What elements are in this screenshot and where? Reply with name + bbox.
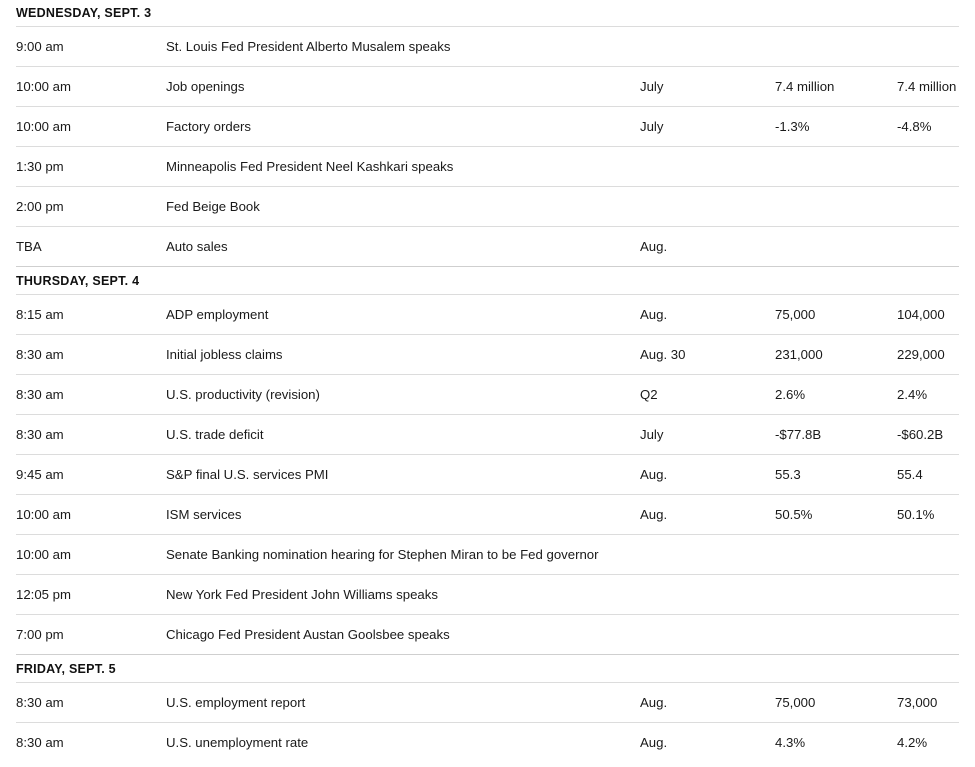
calendar-day-header: [16, 0, 959, 27]
event-forecast: -$60.2B: [897, 415, 959, 455]
table-row[interactable]: [16, 295, 959, 335]
event-actual: 231,000: [775, 335, 897, 375]
event-forecast: [897, 227, 959, 267]
event-period: Aug.: [640, 227, 775, 267]
event-name: S&P final U.S. services PMI: [166, 455, 640, 495]
calendar-day-header: [16, 655, 959, 683]
table-row[interactable]: [16, 27, 959, 67]
event-time: 9:45 am: [16, 455, 166, 495]
event-name: Fed Beige Book: [166, 187, 640, 227]
event-forecast: 7.4 million: [897, 67, 959, 107]
event-period: [640, 575, 775, 615]
event-period: Aug.: [640, 455, 775, 495]
event-forecast: 229,000: [897, 335, 959, 375]
event-time: 8:15 am: [16, 295, 166, 335]
event-actual: 50.5%: [775, 495, 897, 535]
event-name: New York Fed President John Williams speaks: [166, 575, 640, 615]
table-row[interactable]: [16, 615, 959, 655]
event-period: Aug.: [640, 683, 775, 723]
event-actual: 75,000: [775, 683, 897, 723]
table-row[interactable]: [16, 67, 959, 107]
event-actual: 4.3%: [775, 723, 897, 763]
table-row[interactable]: [16, 187, 959, 227]
event-period: Aug.: [640, 723, 775, 763]
event-time: 10:00 am: [16, 495, 166, 535]
event-forecast: 73,000: [897, 683, 959, 723]
event-time: 1:30 pm: [16, 147, 166, 187]
event-period: July: [640, 67, 775, 107]
table-row[interactable]: [16, 375, 959, 415]
event-time: 7:00 pm: [16, 615, 166, 655]
calendar-day-label: WEDNESDAY, SEPT. 3: [16, 6, 152, 20]
event-time: TBA: [16, 227, 166, 267]
event-name: Minneapolis Fed President Neel Kashkari speaks: [166, 147, 640, 187]
event-name: ISM services: [166, 495, 640, 535]
event-actual: [775, 187, 897, 227]
calendar-table: [16, 0, 959, 762]
event-time: 8:30 am: [16, 723, 166, 763]
event-actual: 75,000: [775, 295, 897, 335]
event-name: St. Louis Fed President Alberto Musalem speaks: [166, 27, 640, 67]
event-name: Auto sales: [166, 227, 640, 267]
event-period: Aug. 30: [640, 335, 775, 375]
event-actual: [775, 535, 897, 575]
event-name: U.S. unemployment rate: [166, 723, 640, 763]
event-forecast: [897, 535, 959, 575]
event-period: Q2: [640, 375, 775, 415]
event-forecast: [897, 27, 959, 67]
event-actual: [775, 575, 897, 615]
event-actual: -$77.8B: [775, 415, 897, 455]
calendar-day-label: FRIDAY, SEPT. 5: [16, 655, 959, 683]
table-row[interactable]: [16, 455, 959, 495]
event-name: U.S. trade deficit: [166, 415, 640, 455]
event-actual: [775, 227, 897, 267]
table-row[interactable]: [16, 723, 959, 763]
event-forecast: [897, 147, 959, 187]
event-time: 2:00 pm: [16, 187, 166, 227]
event-forecast: [897, 615, 959, 655]
event-actual: [775, 615, 897, 655]
event-actual: 2.6%: [775, 375, 897, 415]
event-time: 8:30 am: [16, 335, 166, 375]
table-row[interactable]: [16, 575, 959, 615]
event-period: [640, 27, 775, 67]
event-forecast: -4.8%: [897, 107, 959, 147]
event-period: [640, 147, 775, 187]
calendar-day-label: THURSDAY, SEPT. 4: [16, 267, 959, 295]
event-name: Job openings: [166, 67, 640, 107]
event-period: July: [640, 107, 775, 147]
event-forecast: 104,000: [897, 295, 959, 335]
event-forecast: [897, 575, 959, 615]
event-time: 8:30 am: [16, 683, 166, 723]
table-row[interactable]: [16, 335, 959, 375]
table-row[interactable]: [16, 227, 959, 267]
event-actual: 7.4 million: [775, 67, 897, 107]
event-time: 8:30 am: [16, 415, 166, 455]
event-name: Chicago Fed President Austan Goolsbee speaks: [166, 615, 640, 655]
event-time: 10:00 am: [16, 67, 166, 107]
table-row[interactable]: [16, 683, 959, 723]
event-forecast: 4.2%: [897, 723, 959, 763]
event-time: 12:05 pm: [16, 575, 166, 615]
event-period: Aug.: [640, 295, 775, 335]
event-actual: 55.3: [775, 455, 897, 495]
table-row[interactable]: [16, 147, 959, 187]
event-time: 10:00 am: [16, 535, 166, 575]
event-period: [640, 615, 775, 655]
calendar-day-header: [16, 267, 959, 295]
event-forecast: 50.1%: [897, 495, 959, 535]
event-name: Senate Banking nomination hearing for Stephen Miran to be Fed governor: [166, 535, 640, 575]
event-actual: [775, 27, 897, 67]
table-row[interactable]: [16, 415, 959, 455]
event-time: 10:00 am: [16, 107, 166, 147]
event-name: Initial jobless claims: [166, 335, 640, 375]
event-actual: -1.3%: [775, 107, 897, 147]
event-actual: [775, 147, 897, 187]
event-period: [640, 535, 775, 575]
event-name: Factory orders: [166, 107, 640, 147]
table-row[interactable]: [16, 495, 959, 535]
table-row[interactable]: [16, 107, 959, 147]
event-period: Aug.: [640, 495, 775, 535]
event-time: 8:30 am: [16, 375, 166, 415]
event-period: July: [640, 415, 775, 455]
event-forecast: 2.4%: [897, 375, 959, 415]
table-row[interactable]: [16, 535, 959, 575]
event-period: [640, 187, 775, 227]
event-name: U.S. productivity (revision): [166, 375, 640, 415]
event-name: ADP employment: [166, 295, 640, 335]
event-time: 9:00 am: [16, 27, 166, 67]
calendar-body: [16, 0, 959, 762]
event-forecast: 55.4: [897, 455, 959, 495]
event-forecast: [897, 187, 959, 227]
event-name: U.S. employment report: [166, 683, 640, 723]
